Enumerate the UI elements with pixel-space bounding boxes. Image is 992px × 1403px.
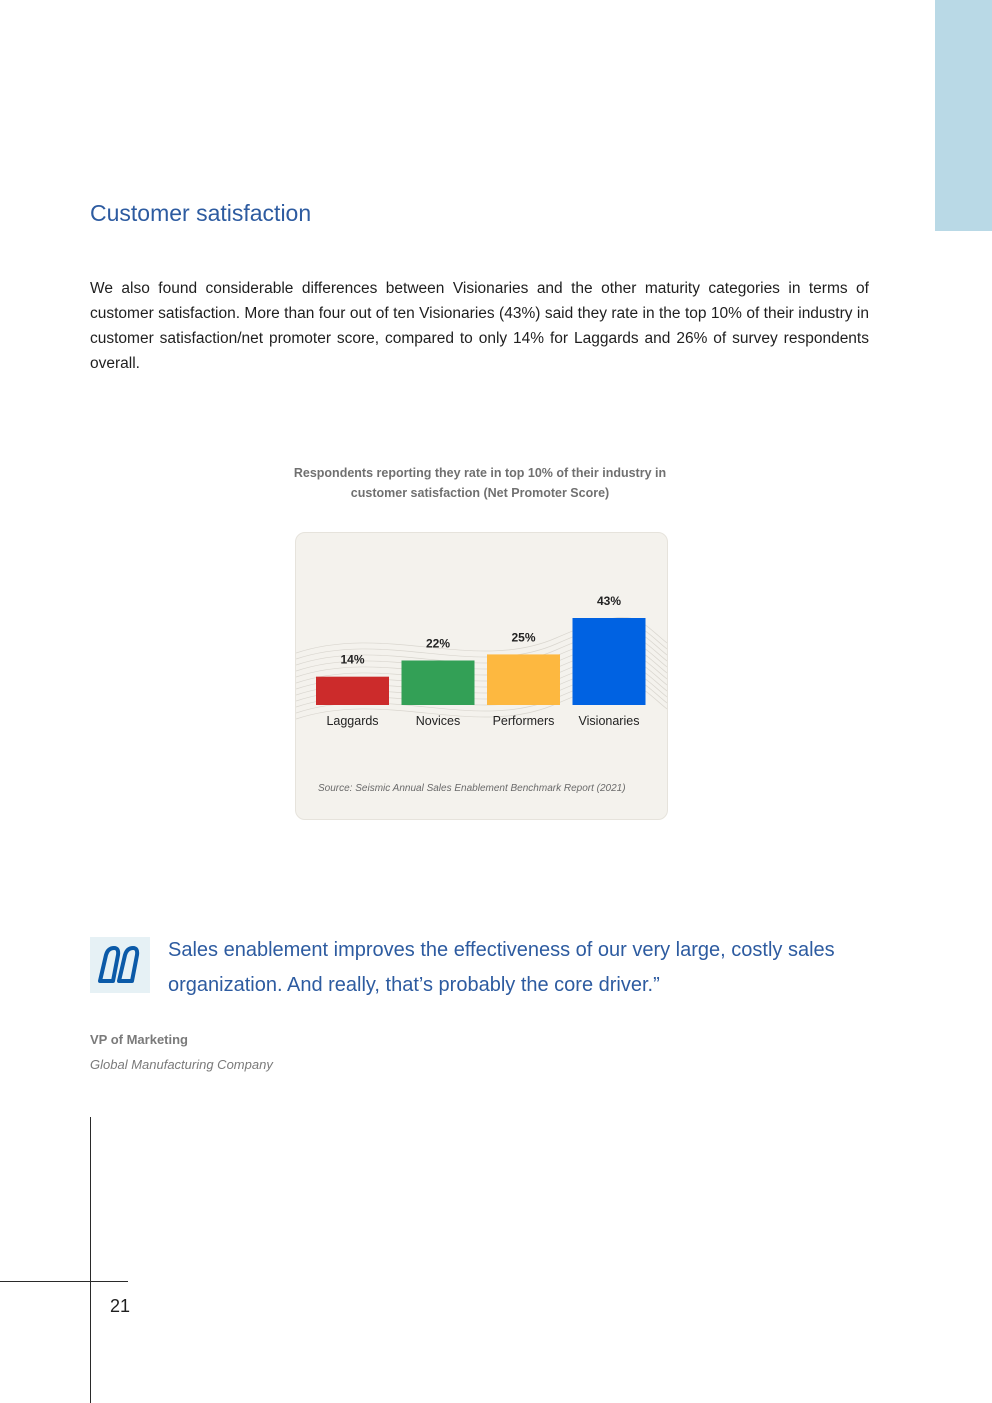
quote-author-role: VP of Marketing bbox=[90, 1032, 189, 1047]
quote-icon bbox=[90, 937, 150, 993]
bar-laggards bbox=[316, 677, 389, 705]
bar-performers bbox=[487, 654, 560, 705]
category-label: Novices bbox=[415, 714, 461, 728]
chart-source: Source: Seismic Annual Sales Enablement Benchmark Report (2021) bbox=[318, 783, 626, 794]
bar-value-label: 25% bbox=[511, 630, 536, 645]
page-number: 21 bbox=[110, 1296, 131, 1316]
corner-tab bbox=[935, 0, 992, 231]
section-title: Customer satisfaction bbox=[90, 200, 312, 226]
body-paragraph: We also found considerable differences between Visionaries and the other maturity categories in terms of customer satisfaction. More than four out of ten Visionaries (43%) said they rate in the top 10% of their industry in customer satisfaction/net promoter score, compared to only 14% for Laggards and 26% of survey respondents overall. bbox=[90, 280, 869, 372]
chart-title: Respondents reporting they rate in top 10% of their industry in customer satisfaction (Net Promoter Score) bbox=[293, 466, 667, 500]
bar-visionaries bbox=[573, 618, 646, 705]
bar-value-label: 43% bbox=[596, 594, 622, 608]
bar-novices bbox=[402, 660, 475, 705]
category-label: Laggards bbox=[326, 714, 379, 728]
quote-text: Sales enablement improves the effectiveness of our very large, costly sales organization. And really, that’s probably the core driver.” bbox=[168, 939, 835, 996]
category-label: Visionaries bbox=[578, 714, 640, 728]
quote-author-company: Global Manufacturing Company bbox=[90, 1057, 273, 1072]
bar-chart bbox=[296, 533, 667, 819]
vertical-rule bbox=[90, 1117, 91, 1403]
horizontal-rule bbox=[0, 1281, 128, 1282]
bar-value-label: 14% bbox=[340, 652, 365, 667]
category-label: Performers bbox=[492, 714, 555, 728]
bar-value-label: 22% bbox=[425, 636, 451, 651]
chart-card bbox=[295, 532, 668, 820]
